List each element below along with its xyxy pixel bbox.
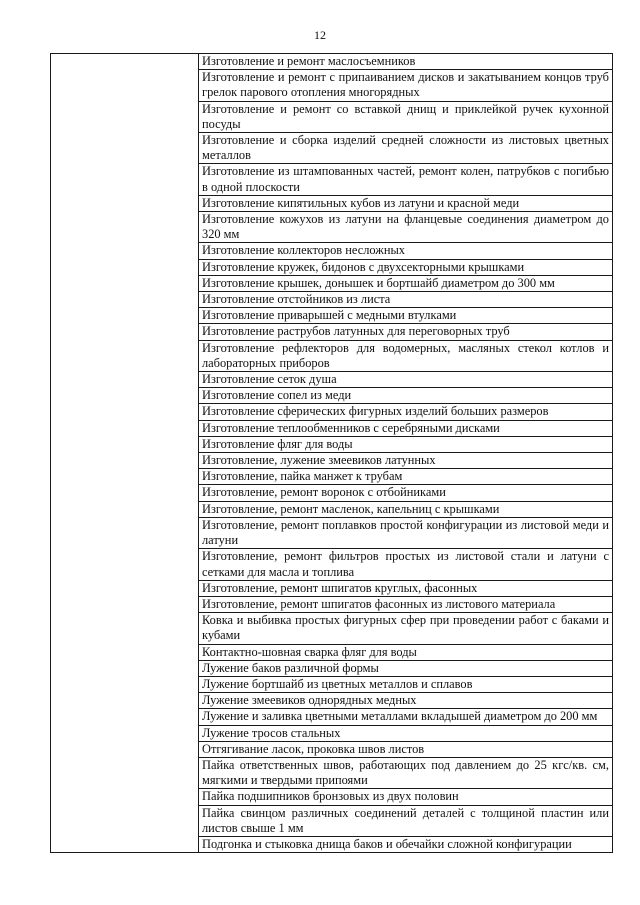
work-item-text: Изготовление, ремонт шпигатов фасонных из листового материала	[199, 596, 613, 612]
work-item-text: Изготовление, ремонт масленок, капельниц с крышками	[199, 501, 613, 517]
work-item-text: Отгягивание ласок, проковка швов листов	[199, 741, 613, 757]
work-item-text: Пайка подшипников бронзовых из двух половин	[199, 789, 613, 805]
work-item-text: Изготовление и ремонт со вставкой днищ и приклейкой ручек кухонной посуды	[199, 101, 613, 132]
work-item-text: Изготовление фляг для воды	[199, 436, 613, 452]
work-item-text: Лужение тросов стальных	[199, 725, 613, 741]
work-item-text: Пайка свинцом различных соединений деталей с толщиной пластин или листов свыше 1 мм	[199, 805, 613, 836]
work-item-text: Изготовление, ремонт фильтров простых из листовой стали и латуни с сетками для масла и топлива	[199, 549, 613, 580]
work-item-text: Изготовление кожухов из латуни на фланцевые соединения диаметром до 320 мм	[199, 212, 613, 243]
work-item-text: Изготовление сферических фигурных изделий больших размеров	[199, 404, 613, 420]
work-item-text: Изготовление, ремонт шпигатов круглых, фасонных	[199, 580, 613, 596]
work-item-text: Подгонка и стыковка днища баков и обечайки сложной конфигурации	[199, 836, 613, 852]
work-item-text: Ковка и выбивка простых фигурных сфер при проведении работ с баками и кубами	[199, 613, 613, 644]
work-item-text: Изготовление сеток душа	[199, 372, 613, 388]
work-items-table	[50, 53, 613, 853]
work-item-text: Лужение и заливка цветными металлами вкладышей диаметром до 200 мм	[199, 709, 613, 725]
work-item-text: Изготовление отстойников из листа	[199, 292, 613, 308]
table-body	[51, 54, 613, 853]
work-item-text: Изготовление и сборка изделий средней сложности из листовых цветных металлов	[199, 133, 613, 164]
work-item-text: Изготовление теплообменников с серебряными дисками	[199, 420, 613, 436]
work-item-text: Изготовление раструбов латунных для переговорных труб	[199, 324, 613, 340]
work-item-text: Лужение змеевиков однорядных медных	[199, 693, 613, 709]
work-item-text: Изготовление, ремонт воронок с отбойниками	[199, 485, 613, 501]
work-item-text: Изготовление, пайка манжет к трубам	[199, 469, 613, 485]
work-item-text: Лужение баков различной формы	[199, 660, 613, 676]
work-item-text: Изготовление крышек, донышек и бортшайб диаметром до 300 мм	[199, 275, 613, 291]
work-item-text: Изготовление коллекторов несложных	[199, 243, 613, 259]
work-item-text: Изготовление кипятильных кубов из латуни и красной меди	[199, 195, 613, 211]
work-item-text: Изготовление сопел из меди	[199, 388, 613, 404]
empty-left-cell	[51, 54, 199, 853]
page-number: 12	[314, 28, 326, 42]
work-item-text: Пайка ответственных швов, работающих под давлением до 25 кгс/кв. см, мягкими и твердыми припоями	[199, 757, 613, 788]
table-row	[51, 54, 613, 70]
work-item-text: Контактно-шовная сварка фляг для воды	[199, 644, 613, 660]
work-item-text: Изготовление приварышей с медными втулками	[199, 308, 613, 324]
work-item-text: Изготовление и ремонт маслосъемников	[199, 54, 613, 70]
work-item-text: Изготовление и ремонт с припаиванием дисков и закатыванием концов труб грелок парового отопления многорядных	[199, 70, 613, 101]
work-item-text: Изготовление из штампованных частей, ремонт колен, патрубков с погибью в одной плоскости	[199, 164, 613, 195]
work-item-text: Изготовление, ремонт поплавков простой конфигурации из листовой меди и латуни	[199, 517, 613, 548]
work-item-text: Лужение бортшайб из цветных металлов и сплавов	[199, 676, 613, 692]
work-item-text: Изготовление кружек, бидонов с двухсекторными крышками	[199, 259, 613, 275]
work-item-text: Изготовление рефлекторов для водомерных, масляных стекол котлов и лабораторных приборов	[199, 340, 613, 371]
work-item-text: Изготовление, лужение змеевиков латунных	[199, 453, 613, 469]
